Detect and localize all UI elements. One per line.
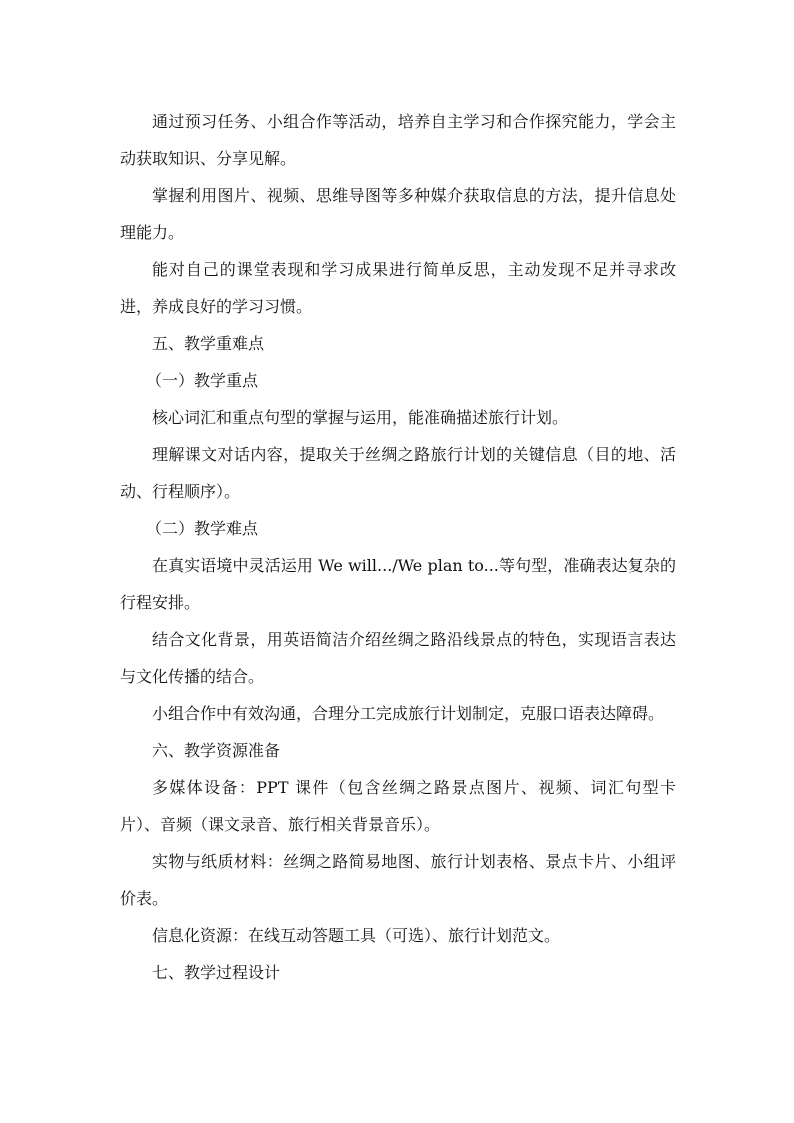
- section-heading-teaching-process: 七、教学过程设计: [152, 963, 281, 982]
- document-body: [120, 103, 676, 991]
- paragraph-materials: 实物与纸质材料：丝绸之路简易地图、旅行计划表格、景点卡片、小组评价表。: [120, 852, 676, 908]
- paragraph-media-info: 掌握利用图片、视频、思维导图等多种媒介获取信息的方法，提升信息处理能力。: [120, 186, 676, 242]
- paragraph-multimedia: 多媒体设备：PPT 课件（包含丝绸之路景点图片、视频、词汇句型卡片）、音频（课文录音、旅行相关背景音乐）。: [120, 778, 676, 834]
- paragraph-digital-resources: 信息化资源：在线互动答题工具（可选）、旅行计划范文。: [152, 926, 561, 945]
- subheading-difficult-points: （二）教学难点: [146, 519, 259, 538]
- section-heading-resources: 六、教学资源准备: [152, 741, 281, 760]
- paragraph-reflection: 能对自己的课堂表现和学习成果进行简单反思，主动发现不足并寻求改进，养成良好的学习习惯。: [120, 260, 676, 316]
- paragraph-group-cooperation: 小组合作中有效沟通，合理分工完成旅行计划制定，克服口语表达障碍。: [152, 704, 665, 723]
- paragraph-self-learning: 通过预习任务、小组合作等活动，培养自主学习和合作探究能力，学会主动获取知识、分享见解。: [120, 112, 676, 168]
- paragraph-sentence-patterns: 在真实语境中灵活运用 We will.../We plan to...等句型，准确表达复杂的行程安排。: [120, 556, 676, 612]
- paragraph-key-vocabulary: 核心词汇和重点句型的掌握与运用，能准确描述旅行计划。: [152, 408, 569, 427]
- section-heading-key-difficult-points: 五、教学重难点: [152, 334, 265, 353]
- subheading-key-points: （一）教学重点: [146, 371, 259, 390]
- paragraph-culture-expression: 结合文化背景，用英语简洁介绍丝绸之路沿线景点的特色，实现语言表达与文化传播的结合。: [120, 630, 676, 686]
- paragraph-dialogue-understanding: 理解课文对话内容，提取关于丝绸之路旅行计划的关键信息（目的地、活动、行程顺序）。: [120, 445, 676, 501]
